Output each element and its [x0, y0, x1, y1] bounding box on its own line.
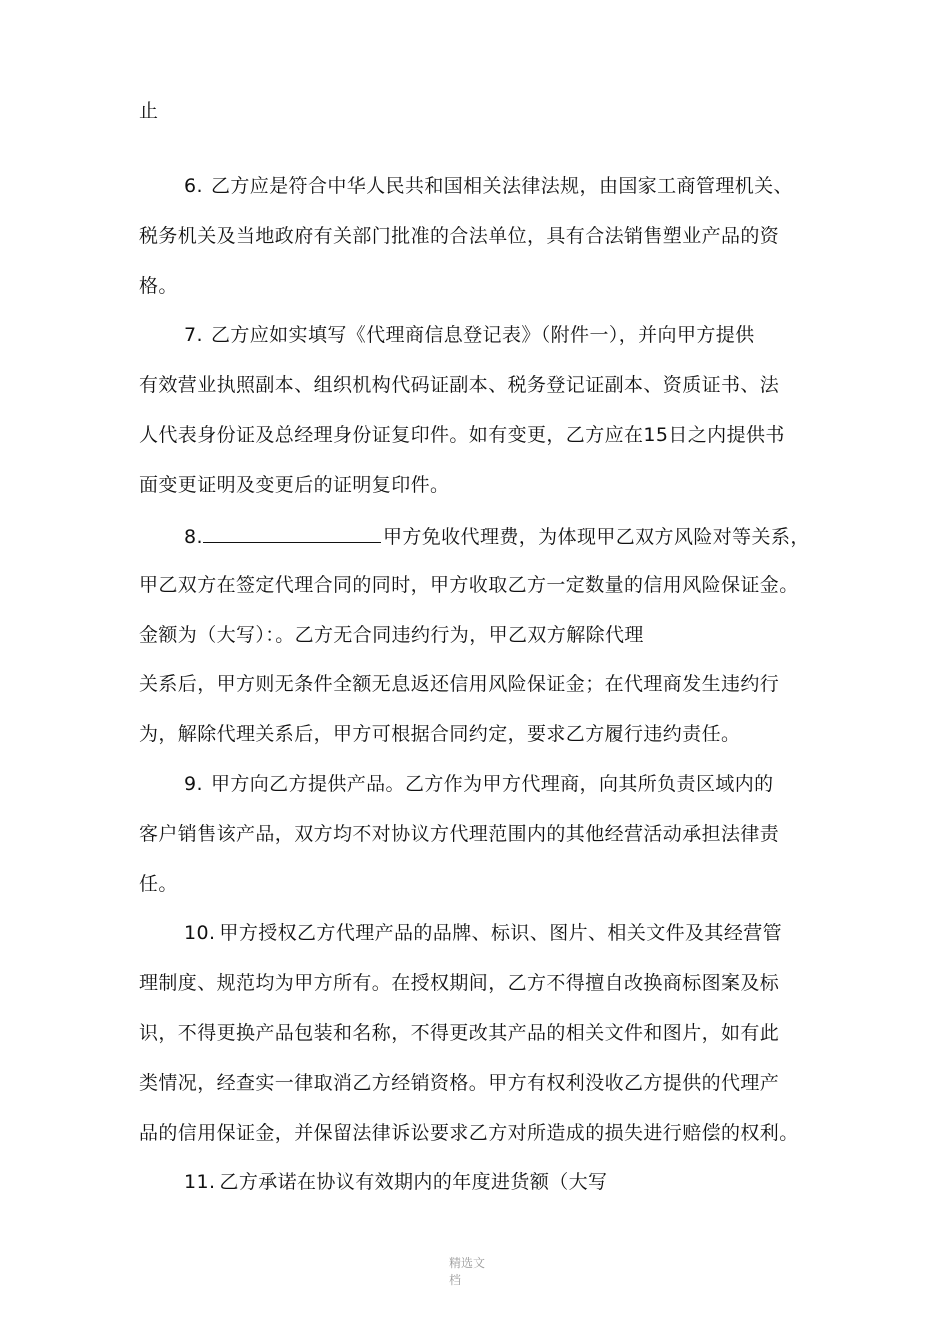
clause-6 [184, 173, 793, 199]
line-text: 面变更证明及变更后的证明复印件。 [139, 474, 450, 496]
line-text: 识，不得更换产品包装和名称，不得更改其产品的相关文件和图片，如有此 [139, 1022, 780, 1044]
clause-number: 7. [184, 324, 203, 346]
line-text: 任。 [139, 873, 178, 895]
text-line [139, 970, 779, 996]
clause-number: 8. [184, 526, 203, 548]
footer-text: 档 [449, 1273, 462, 1287]
line-text: 乙方应如实填写《代理商信息登记表》（附件一），并向甲方提供 [210, 324, 755, 346]
line-text: 甲方向乙方提供产品。乙方作为甲方代理商，向其所负责区域内的 [210, 773, 774, 795]
text-line [139, 422, 785, 448]
text-line [139, 871, 178, 897]
line-text: 品的信用保证金，并保留法律诉讼要求乙方对所造成的损失进行赔偿的权利。 [139, 1122, 799, 1144]
text-line [139, 472, 449, 498]
clause-11 [184, 1169, 607, 1195]
clause-8 [184, 522, 810, 548]
line-text: 类情况，经查实一律取消乙方经销资格。甲方有权利没收乙方提供的代理产 [139, 1072, 780, 1094]
clause-number: 9. [184, 773, 203, 795]
clause-10 [184, 920, 782, 946]
footer-text: 精选文 [449, 1256, 486, 1270]
text-line [139, 821, 779, 847]
clause-number: 11. [184, 1171, 216, 1193]
text-line [139, 1020, 779, 1046]
line-text: 有效营业执照副本、组织机构代码证副本、税务登记证副本、资质证书、法 [139, 374, 780, 396]
text-line [139, 572, 799, 598]
text-line [139, 372, 779, 398]
line-text: 甲乙双方在签定代理合同的同时，甲方收取乙方一定数量的信用风险保证金。 [139, 574, 799, 596]
line-text: 为，解除代理关系后，甲方可根据合同约定，要求乙方履行违约责任。 [139, 723, 741, 745]
text-line [139, 1120, 799, 1146]
text-line [139, 223, 779, 249]
clause-9 [184, 771, 774, 797]
line-text: 人代表身份证及总经理身份证复印件。如有变更，乙方应在15日之内提供书 [139, 424, 785, 446]
clause-number: 6. [184, 175, 203, 197]
page-footer [449, 1255, 493, 1289]
text-line [139, 671, 779, 697]
fill-in-blank [203, 522, 381, 543]
clause-7 [184, 322, 755, 348]
text-line [139, 273, 178, 299]
text-line [139, 98, 158, 124]
line-text: 税务机关及当地政府有关部门批准的合法单位，具有合法销售塑业产品的资 [139, 225, 780, 247]
line-text: 金额为（大写）：。乙方无合同违约行为，甲乙双方解除代理 [139, 624, 644, 646]
line-text: 乙方应是符合中华人民共和国相关法律法规，由国家工商管理机关、 [210, 175, 793, 197]
line-text: 乙方承诺在协议有效期内的年度进货额（大写 [219, 1171, 608, 1193]
line-text: 格。 [139, 275, 178, 297]
line-text: 客户销售该产品，双方均不对协议方代理范围内的其他经营活动承担法律责 [139, 823, 780, 845]
line-text: 止 [139, 100, 159, 122]
line-text: 理制度、规范均为甲方所有。在授权期间，乙方不得擅自改换商标图案及标 [139, 972, 780, 994]
line-text: 关系后，甲方则无条件全额无息返还信用风险保证金；在代理商发生违约行 [139, 673, 780, 695]
clause-number: 10. [184, 922, 216, 944]
text-line [139, 721, 740, 747]
text-line [139, 1070, 779, 1096]
text-line [139, 622, 644, 648]
line-text: 甲方免收代理费，为体现甲乙双方风险对等关系， [382, 526, 810, 548]
line-text: 甲方授权乙方代理产品的品牌、标识、图片、相关文件及其经营管 [219, 922, 783, 944]
